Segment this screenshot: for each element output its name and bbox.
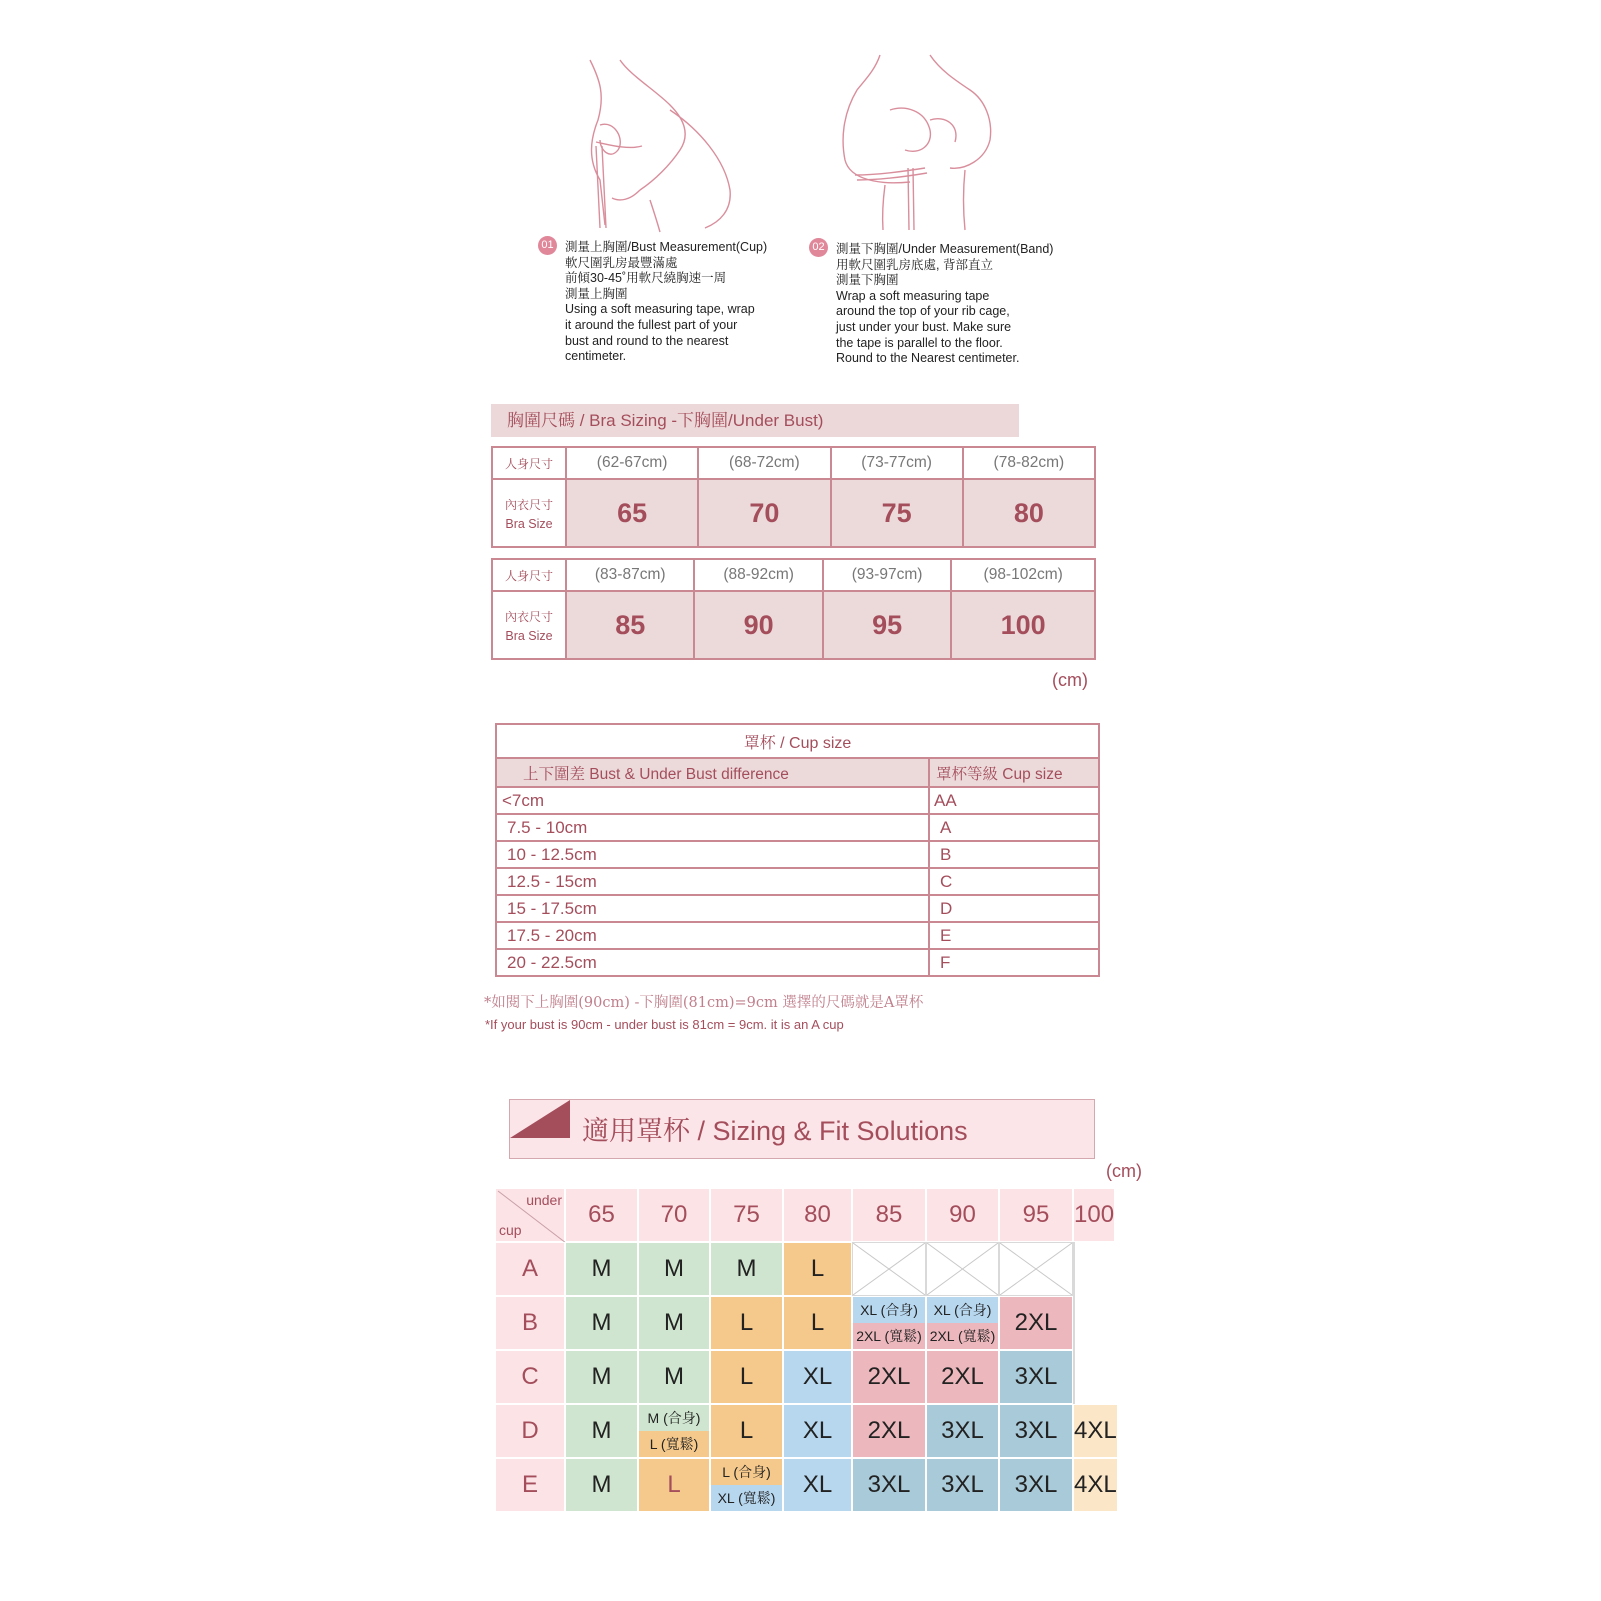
size-cell: 3XL	[926, 1458, 999, 1512]
size-cell: 3XL	[999, 1350, 1073, 1404]
difference-cell: 15 - 17.5cm	[496, 895, 929, 922]
band-header-cell: 80	[783, 1188, 852, 1242]
body-range: (88-92cm)	[694, 559, 822, 591]
not-available-cell	[1073, 1242, 1075, 1296]
cup-cell: F	[929, 949, 1099, 976]
corner-header-cell	[495, 1188, 565, 1242]
difference-cell: 10 - 12.5cm	[496, 841, 929, 868]
table-row	[492, 591, 1095, 659]
size-cell: 2XL	[852, 1350, 926, 1404]
table-row	[496, 787, 1099, 814]
table-row	[492, 559, 1095, 591]
body-range: (78-82cm)	[963, 447, 1095, 479]
size-cell: 2XL	[852, 1404, 926, 1458]
bra-size-value: 65	[566, 479, 698, 547]
size-cell: L	[710, 1296, 783, 1350]
step-line: 用軟尺圍乳房底處, 背部直立	[836, 257, 993, 272]
size-cell: 2XL	[999, 1296, 1073, 1350]
cup-header-cell: C	[495, 1350, 565, 1404]
table-row	[496, 949, 1099, 976]
step-title: 測量下胸圍/Under Measurement(Band)	[836, 242, 1054, 256]
cross-mark-icon	[927, 1243, 998, 1295]
size-cell: 4XL	[1073, 1404, 1118, 1458]
loose-size-label: L (寬鬆)	[639, 1431, 709, 1457]
body-range: (73-77cm)	[831, 447, 963, 479]
cup-cell: B	[929, 841, 1099, 868]
table-row	[496, 868, 1099, 895]
step-line: centimeter.	[565, 349, 627, 364]
size-cell: M	[638, 1296, 710, 1350]
cup-cell: D	[929, 895, 1099, 922]
corner-ribbon-icon	[510, 1100, 570, 1138]
fitted-size-label: XL (合身)	[853, 1297, 925, 1323]
fit-grid	[495, 1188, 1143, 1512]
body-range: (62-67cm)	[566, 447, 698, 479]
table-row	[492, 447, 1095, 479]
size-cell: M	[565, 1458, 638, 1512]
size-cell: 3XL	[926, 1404, 999, 1458]
step-line: just under your bust. Make sure	[836, 319, 1012, 334]
example-note-en: *If your bust is 90cm - under bust is 81cm = 9cm. it is an A cup	[485, 1017, 844, 1032]
step-line: 軟尺圍乳房最豐滿處	[565, 255, 678, 270]
band-size-table-2	[491, 558, 1096, 660]
loose-size-label: 2XL (寬鬆)	[927, 1323, 998, 1349]
not-available-cell	[852, 1242, 926, 1296]
size-cell: M	[710, 1242, 783, 1296]
cup-cell: AA	[929, 787, 1099, 814]
bra-size-value: 80	[963, 479, 1095, 547]
size-cell: XL	[783, 1458, 852, 1512]
unit-label: (cm)	[1052, 670, 1088, 690]
size-cell: 3XL	[999, 1458, 1073, 1512]
corner-cup-label: cup	[499, 1222, 522, 1238]
step-line: Wrap a soft measuring tape	[836, 288, 990, 303]
not-available-cell	[926, 1242, 999, 1296]
band-header-cell: 65	[565, 1188, 638, 1242]
split-size-cell	[926, 1296, 999, 1350]
size-cell: XL	[783, 1350, 852, 1404]
step-number-badge: 01	[538, 236, 557, 255]
size-cell: 2XL	[926, 1350, 999, 1404]
loose-size-label: XL (寬鬆)	[711, 1485, 782, 1511]
fitted-size-label: XL (合身)	[927, 1297, 998, 1323]
split-size-cell	[852, 1296, 926, 1350]
band-header-cell: 70	[638, 1188, 710, 1242]
difference-cell: 7.5 - 10cm	[496, 814, 929, 841]
cup-cell: E	[929, 922, 1099, 949]
cup-header-cell: A	[495, 1242, 565, 1296]
table-row	[496, 814, 1099, 841]
size-cell: L	[783, 1296, 852, 1350]
size-cell: 4XL	[1073, 1458, 1118, 1512]
band-header-cell: 75	[710, 1188, 783, 1242]
step-line: around the top of your rib cage,	[836, 304, 1010, 319]
step-number-badge: 02	[809, 238, 828, 257]
size-cell: M	[565, 1242, 638, 1296]
size-cell: XL	[783, 1404, 852, 1458]
body-size-label: 人身尺寸	[492, 447, 566, 479]
column-header: 上下圍差 Bust & Under Bust difference	[496, 758, 929, 787]
size-cell: M	[565, 1404, 638, 1458]
band-header-cell: 90	[926, 1188, 999, 1242]
difference-cell: 17.5 - 20cm	[496, 922, 929, 949]
under-measurement-illustration	[835, 50, 1035, 235]
step-line: the tape is parallel to the floor.	[836, 335, 1003, 350]
table-row	[496, 841, 1099, 868]
step-line: 測量下胸圍	[836, 273, 899, 288]
bra-size-value: 75	[831, 479, 963, 547]
cup-header-cell: E	[495, 1458, 565, 1512]
size-cell: 3XL	[999, 1404, 1073, 1458]
cup-header-cell: B	[495, 1296, 565, 1350]
band-size-table-1	[491, 446, 1096, 548]
size-cell: L	[710, 1350, 783, 1404]
size-cell: L	[710, 1404, 783, 1458]
table-row	[496, 895, 1099, 922]
body-range: (98-102cm)	[951, 559, 1095, 591]
size-cell: L	[638, 1458, 710, 1512]
bra-sizing-title: 胸圍尺碼 / Bra Sizing -下胸圍/Under Bust)	[491, 404, 1019, 437]
bra-size-value: 85	[566, 591, 694, 659]
band-header-cell: 95	[999, 1188, 1073, 1242]
not-available-cell	[1073, 1296, 1075, 1350]
split-size-cell	[638, 1404, 710, 1458]
unit-label: (cm)	[1106, 1161, 1142, 1181]
fitted-size-label: M (合身)	[639, 1405, 709, 1431]
difference-cell: 20 - 22.5cm	[496, 949, 929, 976]
fitted-size-label: L (合身)	[711, 1459, 782, 1485]
difference-cell: <7cm	[496, 787, 929, 814]
step-line: Using a soft measuring tape, wrap	[565, 302, 755, 317]
loose-size-label: 2XL (寬鬆)	[853, 1323, 925, 1349]
not-available-cell	[999, 1242, 1073, 1296]
table-row	[496, 922, 1099, 949]
difference-cell: 12.5 - 15cm	[496, 868, 929, 895]
cross-mark-icon	[853, 1243, 925, 1295]
table-row	[492, 479, 1095, 547]
step-under-measurement	[812, 241, 1054, 367]
body-range: (83-87cm)	[566, 559, 694, 591]
size-cell: M	[638, 1242, 710, 1296]
body-size-label: 人身尺寸	[492, 559, 566, 591]
table-row	[496, 724, 1099, 758]
step-line: it around the fullest part of your	[565, 317, 738, 332]
not-available-cell	[1073, 1350, 1075, 1404]
bra-size-value: 70	[698, 479, 830, 547]
cup-size-table	[495, 723, 1100, 977]
bust-measurement-illustration	[560, 50, 760, 235]
bra-size-value: 90	[694, 591, 822, 659]
body-range: (93-97cm)	[823, 559, 951, 591]
step-line: Round to the Nearest centimeter.	[836, 351, 1020, 366]
band-header-cell: 100	[1073, 1188, 1115, 1242]
cup-cell: C	[929, 868, 1099, 895]
bra-size-label: 內衣尺寸 Bra Size	[492, 479, 566, 547]
fit-solutions-title: 適用罩杯 / Sizing & Fit Solutions	[509, 1099, 1095, 1159]
step-line: bust and round to the nearest	[565, 333, 729, 348]
cup-cell: A	[929, 814, 1099, 841]
bra-size-label: 內衣尺寸 Bra Size	[492, 591, 566, 659]
cup-header-cell: D	[495, 1404, 565, 1458]
example-note-zh: *如閱下上胸圍(90cm) -下胸圍(81cm)=9cm 選擇的尺碼就是A罩杯	[484, 995, 924, 1011]
table-header-row	[496, 758, 1099, 787]
size-cell: M	[565, 1350, 638, 1404]
band-header-cell: 85	[852, 1188, 926, 1242]
bra-size-value: 95	[823, 591, 951, 659]
size-cell: M	[565, 1296, 638, 1350]
corner-under-label: under	[526, 1192, 562, 1208]
step-line: 測量上胸圍	[565, 286, 628, 301]
body-range: (68-72cm)	[698, 447, 830, 479]
cross-mark-icon	[1000, 1243, 1072, 1295]
split-size-cell	[710, 1458, 783, 1512]
step-bust-measurement	[541, 239, 768, 365]
step-line: 前傾30-45˚用軟尺繞胸速一周	[565, 271, 727, 286]
size-cell: L	[783, 1242, 852, 1296]
cup-size-title: 罩杯 / Cup size	[496, 724, 1099, 758]
size-cell: 3XL	[852, 1458, 926, 1512]
step-title: 測量上胸圍/Bust Measurement(Cup)	[565, 240, 768, 254]
size-cell: M	[638, 1350, 710, 1404]
bra-size-value: 100	[951, 591, 1095, 659]
column-header: 罩杯等級 Cup size	[929, 758, 1099, 787]
